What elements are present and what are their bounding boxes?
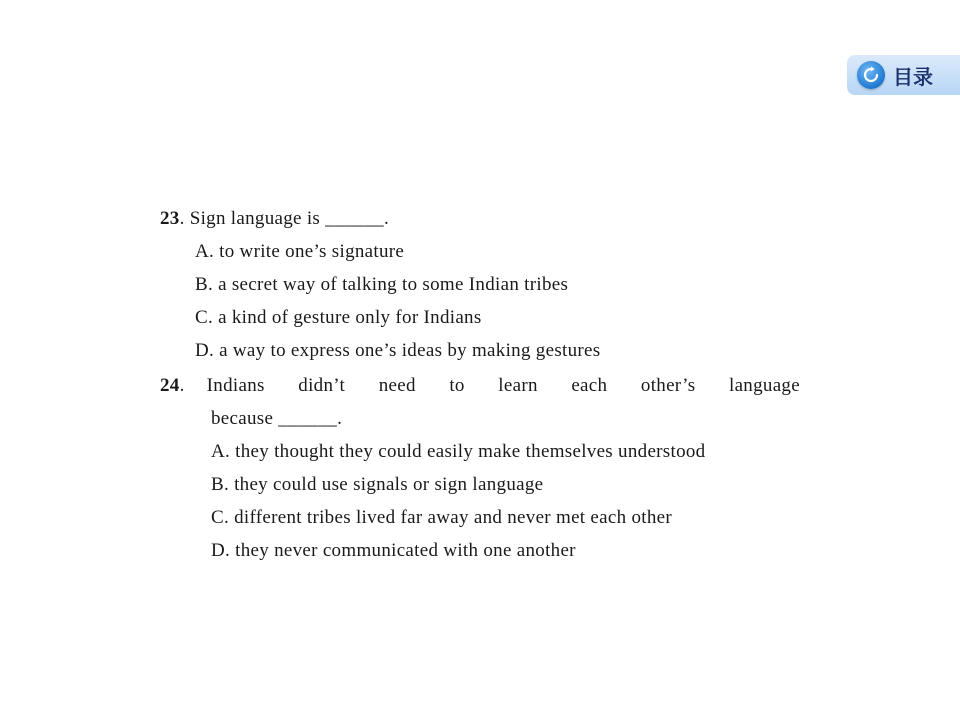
stem-word: learn	[498, 375, 538, 396]
refresh-circle-icon	[857, 61, 885, 89]
option-d[interactable]: D. a way to express one’s ideas by making gestures	[195, 340, 601, 361]
option-a[interactable]: A. to write one’s signature	[195, 241, 405, 262]
option-c[interactable]: C. a kind of gesture only for Indians	[195, 307, 482, 328]
option-b[interactable]: B. a secret way of talking to some Indian tribes	[195, 274, 569, 295]
stem-word: other’s	[640, 375, 696, 396]
question-24	[160, 369, 800, 567]
stem-word: Indians	[206, 375, 265, 396]
stem-word: to	[449, 375, 465, 396]
stem-word: each	[571, 375, 608, 396]
question-stem	[160, 202, 800, 235]
stem-word: didn’t	[298, 375, 346, 396]
question-23	[160, 202, 800, 367]
question-punct: .	[179, 375, 185, 396]
question-number: 23	[160, 208, 180, 229]
question-text-continued: because ______.	[211, 408, 343, 429]
question-text	[207, 369, 800, 402]
option-c[interactable]: C. different tribes lived far away and never met each other	[211, 507, 673, 528]
question-text: . Sign language is ______.	[179, 208, 390, 229]
stem-word: need	[378, 375, 416, 396]
toc-label: 目录	[893, 64, 933, 89]
option-d[interactable]: D. they never communicated with one another	[211, 540, 576, 561]
question-number: 24	[160, 375, 180, 396]
stem-word: language	[728, 375, 800, 396]
option-a[interactable]: A. they thought they could easily make themselves understood	[211, 441, 706, 462]
option-b[interactable]: B. they could use signals or sign language	[211, 474, 544, 495]
toc-button[interactable]	[847, 55, 960, 95]
question-stem	[160, 369, 800, 402]
